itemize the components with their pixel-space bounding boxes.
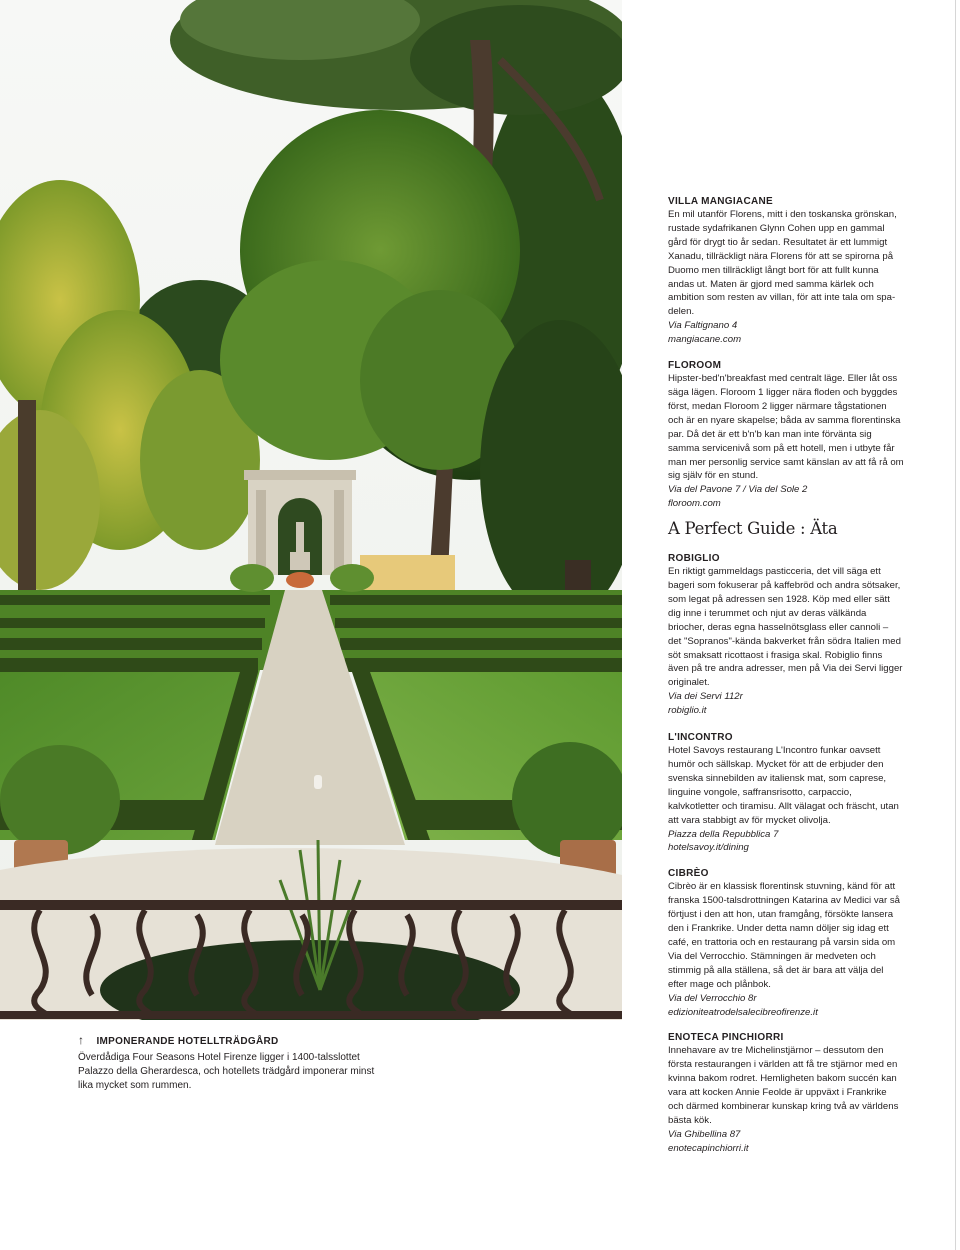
entry-villa-mangiacane	[668, 195, 904, 347]
entry-title: ROBIGLIO	[668, 553, 720, 565]
section-heading: A Perfect Guide : Äta	[668, 519, 838, 539]
entry-address: Via del Verrocchio 8r	[668, 992, 757, 1004]
page-edge	[955, 0, 956, 1250]
entry-website[interactable]: enotecapinchiorri.it	[668, 1142, 749, 1154]
entry-address: Via Ghibellina 87	[668, 1128, 741, 1140]
entry-address: Piazza della Repubblica 7	[668, 828, 779, 840]
entry-address: Via del Pavone 7 / Via del Sole 2	[668, 484, 808, 496]
entry-address: Via dei Servi 112r	[668, 691, 743, 703]
entry-website[interactable]: robiglio.it	[668, 705, 707, 717]
entry-title: FLOROOM	[668, 360, 722, 372]
photo-caption	[78, 1031, 378, 1092]
entry-robiglio	[668, 552, 904, 718]
entry-title: ENOTECA PINCHIORRI	[668, 1032, 784, 1044]
entry-floroom	[668, 359, 904, 511]
entry-website[interactable]: floroom.com	[668, 498, 721, 510]
entry-website[interactable]: mangiacane.com	[668, 334, 742, 346]
entry-title: VILLA MANGIACANE	[668, 196, 773, 207]
entry-cibreo	[668, 867, 904, 1019]
entry-lincontro	[668, 731, 904, 855]
stone-arch	[244, 470, 356, 575]
entry-title: L'INCONTRO	[668, 732, 733, 744]
entry-body: Hipster-bed'n'breakfast med centralt läge. Eller låt oss säga lägen. Floroom 1 ligger nära floden och byggdes först, medan Floroom 2 ligger närmare tågstationen och är en nyare skapelse; båda av samma florentinska par. Då det är ett b'n'b kan man inte förvänta sig samma servicenivå som på ett hotell, men i utbyte får man mer personlig service samt känslan av att få rå om sig själv för en stund.	[668, 373, 904, 482]
entry-address: Via Faltignano 4	[668, 320, 738, 332]
guide-column	[668, 195, 904, 1156]
entry-body: Innehavare av tre Michelinstjärnor – dessutom den första restaurangen i världen att få tre stjärnor med en kvinna bakom rodret. Hemligheten bakom succén kan vara att kocken Annie Feolde är uppväxt i Frankrike och därmed kombinerar kunskap kring två av världens bästa kök.	[668, 1045, 899, 1126]
caption-title: IMPONERANDE HOTELLTRÄDGÅRD	[96, 1036, 279, 1047]
entry-body: Hotel Savoys restaurang L'Incontro funkar oavsett humör och sällskap. Mycket för att de erbjuder den svenska sinnebilden av italiensk mat, som caprese, linguine vongole, saffransrisotto, carpaccio, kalvkotletter och tiramisu. Allt välagat och fräscht, utan att vara stabbigt av för mycket olivolja.	[668, 745, 899, 826]
entry-website[interactable]: hotelsavoy.it/dining	[668, 842, 749, 854]
entry-body: En mil utanför Florens, mitt i den toskanska grönskan, rustade sydafrikanen Glynn Cohen upp en gammal gård för drygt tio år sedan. Resultatet är ett lummigt Xanadu, tillräckligt nära Florens för att se spirorna på Duomo men tillräckligt långt bort för att fullt kunna andas ut. Maten är gjord med samma kärlek och ambition som resten av villan, för att inte tala om spa-delen.	[668, 209, 897, 318]
caption-text: Överdådiga Four Seasons Hotel Firenze ligger i 1400-talsslottet Palazzo della Gherardesca, och hotellets trädgård imponerar minst lika mycket som rummen.	[78, 1052, 375, 1091]
entry-body: Cibrèo är en klassisk florentinsk stuvning, känd för att franska 1500-talsdrottningen Katarina av Medici var så förtjust i den att hon, utan framgång, försökte lansera den i Frankrike. Under detta namn döljer sig idag ett café, en trattoria och en restaurang på varsin sida om Via del Verrocchio. Stämningen är medveten och stimmig på alla ställena, så det är bara att välja del efter mage och plånbok.	[668, 881, 900, 990]
entry-title: CIBRÈO	[668, 868, 709, 880]
entry-body: En riktigt gammeldags pasticceria, det vill säga ett bageri som fokuserar på kaffebröd och andra sötsaker, som legat på adressen sen 1928. Köp med eller sätt dig inne i terummet och njut av deras välkända briocher, deras egna hasselnötsglass eller cannoli – det "Sopranos"-kända bakverket från södra Italien med söt smaksatt ricottaost i frasiga skal. Robiglio finns även på tre andra adresser, men på Via dei Servi ligger originalet.	[668, 566, 903, 689]
arrow-up-icon: ↑	[78, 1033, 84, 1047]
entry-website[interactable]: edizioniteatrodelsalecibreofirenze.it	[668, 1006, 818, 1018]
entry-enoteca-pinchiorri	[668, 1031, 904, 1155]
